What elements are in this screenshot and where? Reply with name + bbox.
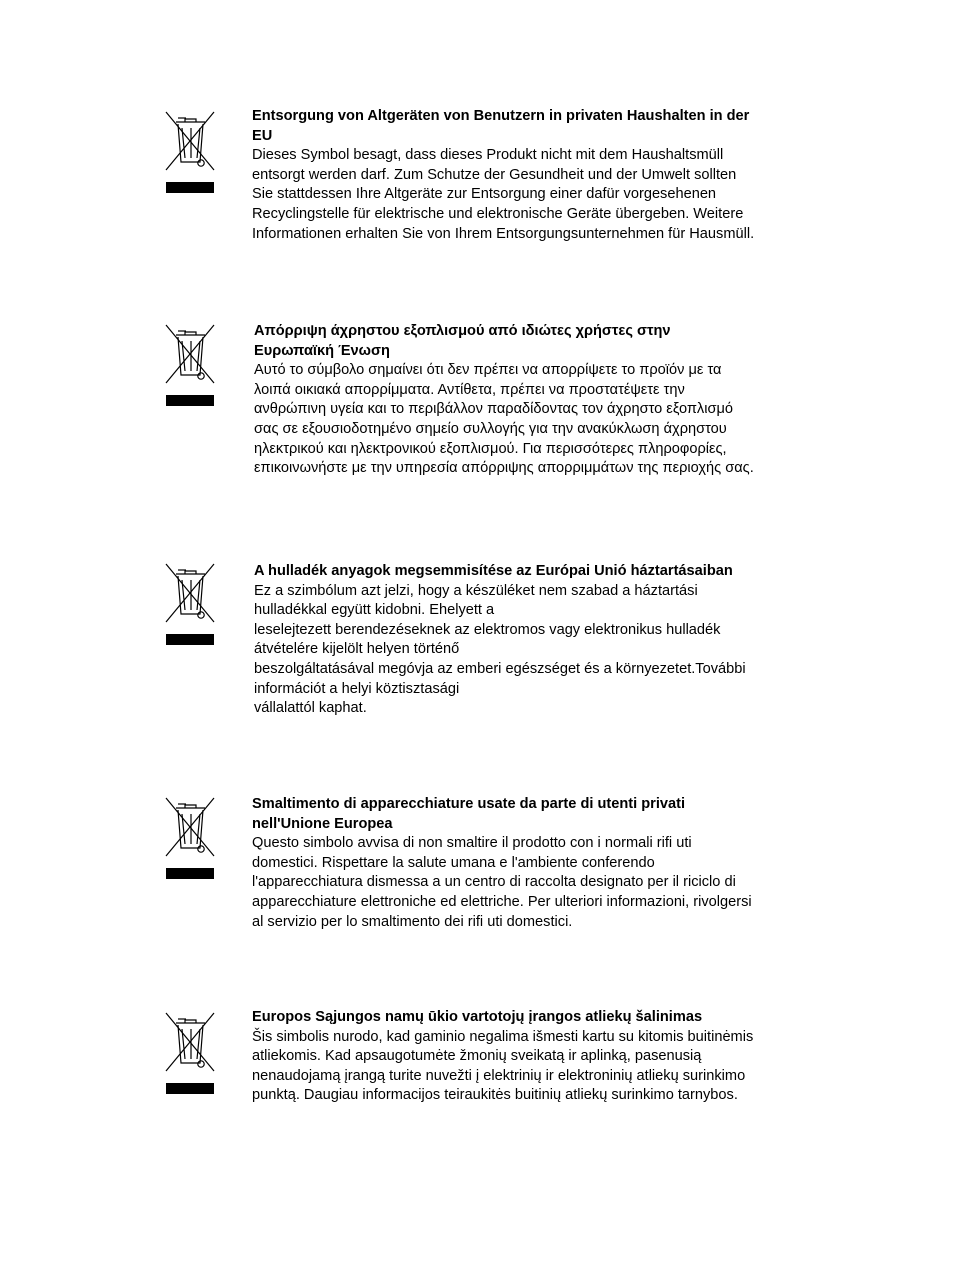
heading-line: nell'Unione Europea <box>252 815 393 832</box>
crossed-out-wheeled-bin-icon <box>164 562 216 645</box>
weee-text-block <box>252 795 797 932</box>
weee-text-block <box>254 562 799 719</box>
body-line: atliekomis. Kad apsaugotumėte žmonių sveikatą ir aplinką, pasenusią <box>252 1048 702 1065</box>
weee-bar-mark <box>166 634 214 645</box>
body-line: Sie stattdessen Ihre Altgeräte zur Entsorgung einer dafür vorgesehenen <box>252 186 717 203</box>
weee-text-block <box>252 1008 797 1106</box>
body-line: Informationen erhalten Sie von Ihrem Entsorgungsunternehmen für Hausmüll. <box>252 225 755 242</box>
crossed-out-wheeled-bin-icon <box>164 110 216 193</box>
section-heading <box>252 795 797 834</box>
body-line: beszolgáltatásával megóvja az emberi egészséget és a környezetet.További <box>254 660 746 677</box>
crossed-out-wheeled-bin-icon <box>164 796 216 879</box>
crossed-out-wheeled-bin-icon <box>164 1011 216 1094</box>
body-line: Αυτό το σύμβολο σημαίνει ότι δεν πρέπει να απορρίψετε το προϊόν με τα <box>254 362 722 379</box>
weee-text-block <box>252 107 797 244</box>
body-line: Dieses Symbol besagt, dass dieses Produkt nicht mit dem Haushaltsmüll <box>252 147 724 164</box>
body-line: l'apparecchiatura dismessa a un centro di raccolta designato per il riciclo di <box>252 874 736 891</box>
heading-line: Smaltimento di apparecchiature usate da parte di utenti privati <box>252 796 686 812</box>
weee-bar-mark <box>166 395 214 406</box>
section-heading <box>254 322 799 361</box>
body-line: al servizio per lo smaltimento dei rifi uti domestici. <box>252 913 573 930</box>
weee-bar-mark <box>166 182 214 193</box>
crossed-out-wheeled-bin-icon <box>164 323 216 406</box>
section-heading <box>252 107 797 146</box>
heading-line: Απόρριψη άχρηστου εξοπλισμού από ιδιώτες χρήστες στην <box>254 323 671 339</box>
body-line: punktą. Daugiau informacijos teiraukitės buitinių atliekų surinkimo tarnybos. <box>252 1087 738 1104</box>
body-line: átvételére kijelölt helyen történő <box>254 641 460 658</box>
body-line: Questo simbolo avvisa di non smaltire il prodotto con i normali rifi uti <box>252 835 692 852</box>
body-line: leselejtezett berendezéseknek az elektromos vagy elektronikus hulladék <box>254 621 721 638</box>
body-line: domestici. Rispettare la salute umana e l'ambiente conferendo <box>252 854 655 871</box>
body-line: vállalattól kaphat. <box>254 700 367 717</box>
weee-bar-mark <box>166 1083 214 1094</box>
section-body <box>254 361 799 479</box>
body-line: entsorgt werden darf. Zum Schutze der Gesundheit und der Umwelt sollten <box>252 166 737 183</box>
body-line: επικοινωνήστε με την υπηρεσία απόρριψης απορριμμάτων της περιοχής σας. <box>254 460 754 477</box>
body-line: apparecchiature elettroniche ed elettriche. Per ulteriori informazioni, rivolgersi <box>252 893 752 910</box>
body-line: hulladékkal együtt kidobni. Ehelyett a <box>254 602 495 619</box>
heading-line: Ευρωπαϊκή Ένωση <box>254 342 390 359</box>
body-line: információt a helyi köztisztasági <box>254 680 460 697</box>
body-line: ηλεκτρικού και ηλεκτρονικού εξοπλισμού. Για περισσότερες πληροφορίες, <box>254 440 727 457</box>
heading-line: A hulladék anyagok megsemmisítése az Európai Unió háztartásaiban <box>254 563 733 579</box>
heading-line: EU <box>252 127 273 144</box>
weee-text-block <box>254 322 799 479</box>
body-line: σας σε εξουσιοδοτημένο σημείο συλλογής για την ανακύκλωση άχρηστου <box>254 420 727 437</box>
body-line: Recyclingstelle für elektrische und elektronische Geräte übergeben. Weitere <box>252 205 744 222</box>
section-body <box>252 1028 797 1106</box>
weee-bar-mark <box>166 868 214 879</box>
body-line: ανθρώπινη υγεία και το περιβάλλον παραδίδοντας τον άχρηστο εξοπλισμό <box>254 401 734 418</box>
heading-line: Entsorgung von Altgeräten von Benutzern in privaten Haushalten in der <box>252 108 750 124</box>
section-heading <box>254 562 799 582</box>
section-body <box>254 582 799 719</box>
section-body <box>252 146 797 244</box>
body-line: Šis simbolis nurodo, kad gaminio negalima išmesti kartu su kitomis buitinėmis <box>252 1028 754 1045</box>
section-heading <box>252 1008 797 1028</box>
section-body <box>252 834 797 932</box>
body-line: λοιπά οικιακά απορρίμματα. Αντίθετα, πρέπει να προστατέψετε την <box>254 381 685 398</box>
body-line: Ez a szimbólum azt jelzi, hogy a készüléket nem szabad a háztartási <box>254 582 698 599</box>
body-line: nenaudojamą įrangą turite nuvežti į elektrinių ir elektroninių atliekų surinkimo <box>252 1067 746 1084</box>
heading-line: Europos Sąjungos namų ūkio vartotojų įrangos atliekų šalinimas <box>252 1009 703 1025</box>
